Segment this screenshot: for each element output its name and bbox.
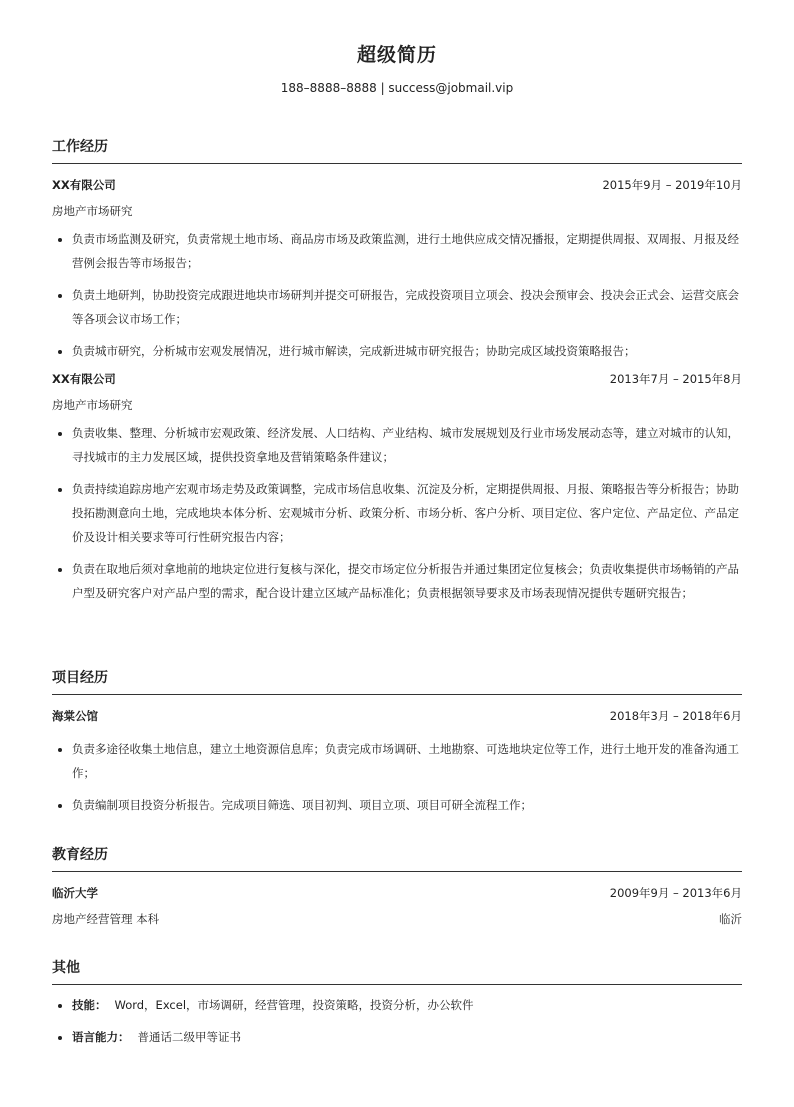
language-item [72,1025,742,1049]
job-role-row [52,203,742,219]
job-bullet: • 负责持续追踪房地产宏观市场走势及政策调整，完成市场信息收集、沉淀及分析，定期提供周报、月报、策略报告等分析报告；协助投拓勘测意向土地，完成地块本体分析、宏观城市分析、政策分析、市场分析、客户分析、项目定位、客户定位、产品定位、产品定价及设计相关要求等可行性研究报告内容； [72,477,742,549]
job-bullet: • 负责土地研判，协助投资完成跟进地块市场研判并提交可研报告，完成投资项目立项会、投决会预审会、投决会正式会、运营交底会等各项会议市场工作； [72,283,742,331]
job-company: XX有限公司 [52,372,116,386]
resume-header [0,0,794,96]
job-period: 2013年7月 – 2015年8月 [609,372,742,386]
section-title-projects: 项目经历 [52,669,742,695]
project-period: 2018年3月 – 2018年6月 [609,709,742,723]
project-name: 海棠公馆 [52,709,98,723]
job-bullets [52,227,742,363]
section-title-other: 其他 [52,959,742,985]
project-header [52,708,742,724]
work-section [52,138,742,605]
job-company: XX有限公司 [52,178,116,192]
section-title-education: 教育经历 [52,846,742,872]
education-major: 房地产经营管理 本科 [52,912,160,926]
other-section [52,959,742,1049]
school-name: 临沂大学 [52,886,98,900]
skills-item [72,993,742,1017]
job-header [52,371,742,387]
contact-line: 188–8888–8888 | success@jobmail.vip [280,81,514,95]
projects-section [52,669,742,817]
section-title-work: 工作经历 [52,138,742,164]
education-location: 临沂 [719,912,742,926]
education-header [52,885,742,901]
job-bullets [52,421,742,605]
job-period: 2015年9月 – 2019年10月 [602,178,742,192]
education-detail [52,911,742,927]
skills-label: 技能： [72,998,107,1012]
job-bullet: • 负责收集、整理、分析城市宏观政策、经济发展、人口结构、产业结构、城市发展规划及行业市场发展动态等，建立对城市的认知，寻找城市的主力发展区域，提供投资拿地及营销策略条件建议； [72,421,742,469]
job-role: 房地产市场研究 [52,398,133,412]
job-header [52,177,742,193]
education-section [52,846,742,927]
project-bullets [52,737,742,817]
language-value: 普通话二级甲等证书 [137,1030,241,1044]
job-bullet: • 负责市场监测及研究，负责常规土地市场、商品房市场及政策监测，进行土地供应成交情况播报，定期提供周报、双周报、月报及经营例会报告等市场报告； [72,227,742,275]
job-bullet: • 负责在取地后须对拿地前的地块定位进行复核与深化，提交市场定位分析报告并通过集团定位复核会；负责收集提供市场畅销的产品户型及研究客户对产品户型的需求，配合设计建立区域产品标准化；负责根据领导要求及市场表现情况提供专题研究报告； [72,557,742,605]
job-role-row [52,397,742,413]
project-bullet: • 负责多途径收集土地信息，建立土地资源信息库；负责完成市场调研、土地勘察、可选地块定位等工作，进行土地开发的准备沟通工作； [72,737,742,785]
skills-value: Word，Excel，市场调研，经营管理，投资策略，投资分析，办公软件 [114,998,474,1012]
job-bullet: • 负责城市研究，分析城市宏观发展情况，进行城市解读，完成新进城市研究报告；协助完成区域投资策略报告； [72,339,742,363]
job-role: 房地产市场研究 [52,204,133,218]
project-bullet: • 负责编制项目投资分析报告。完成项目筛选、项目初判、项目立项、项目可研全流程工作； [72,793,742,817]
language-label: 语言能力： [72,1030,130,1044]
education-period: 2009年9月 – 2013年6月 [609,886,742,900]
other-list [52,993,742,1049]
candidate-name: 超级简历 [356,44,437,66]
